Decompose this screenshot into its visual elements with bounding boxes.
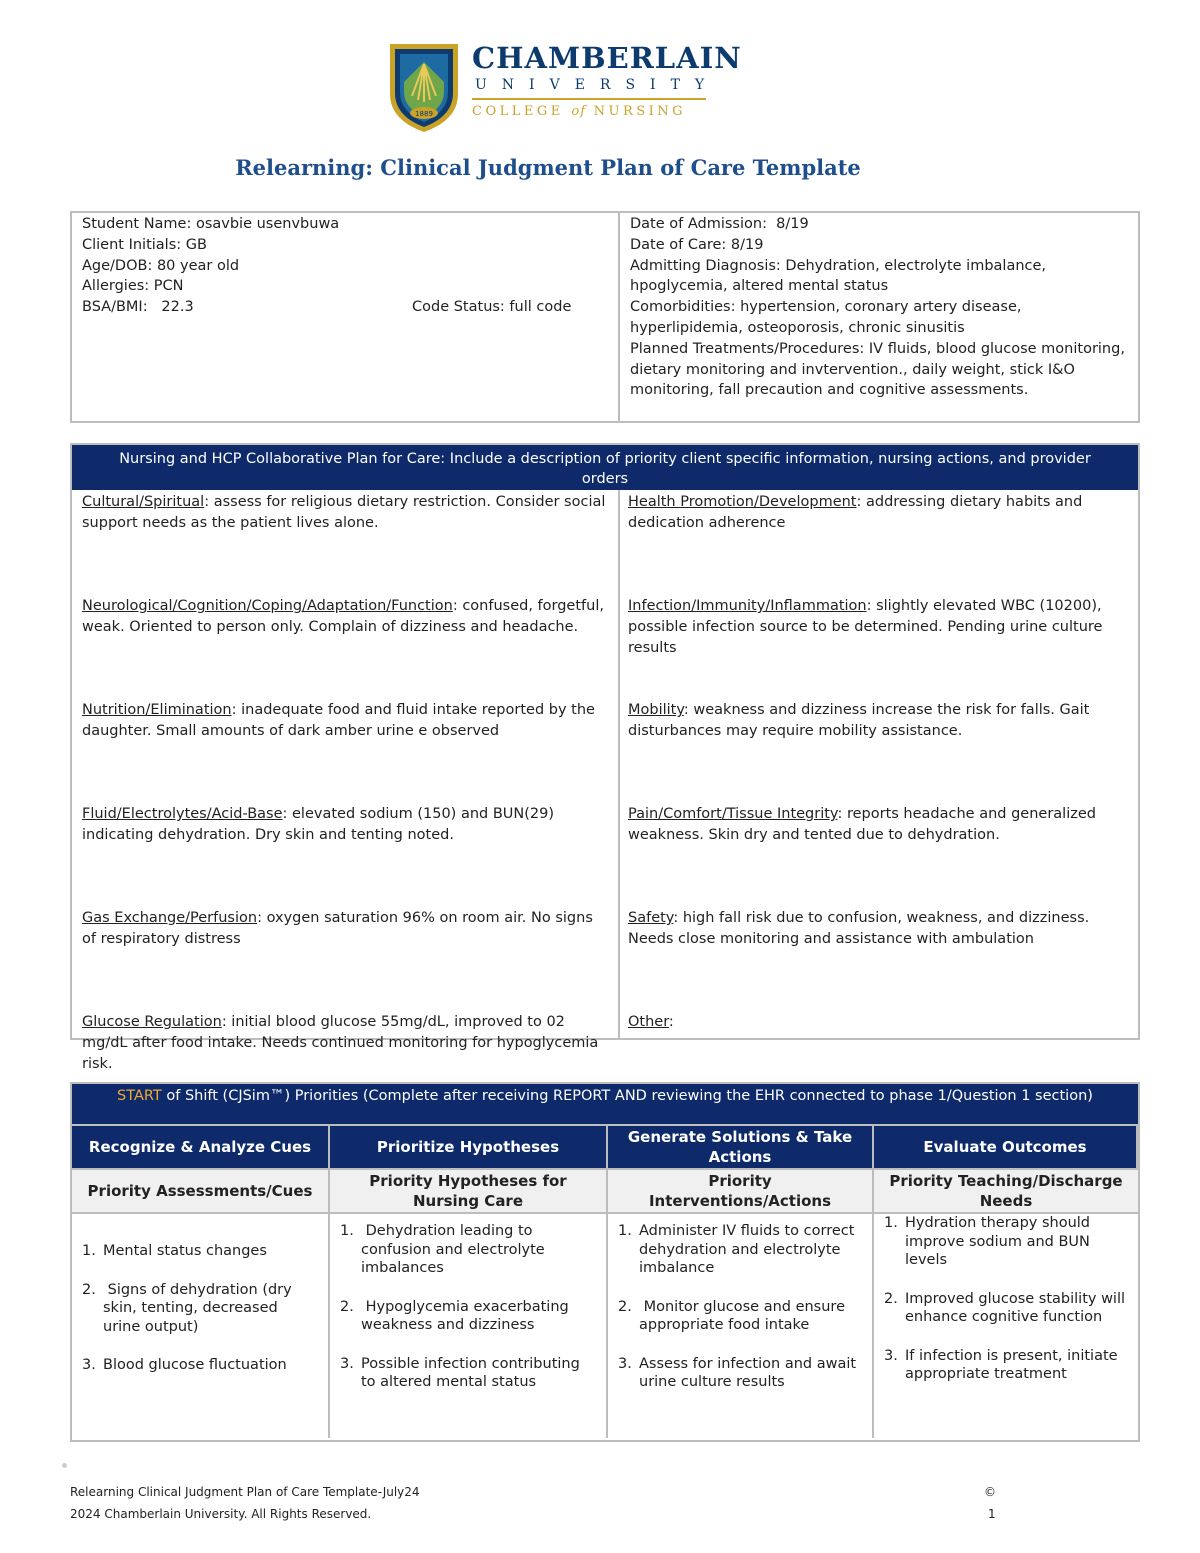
code-status: Code Status: full code [412, 299, 572, 315]
list-item: 1. Hydration therapy should improve sodium and BUN levels [884, 1215, 1090, 1268]
start-of-shift-table [70, 1082, 1140, 1442]
col-header-prioritize: Prioritize Hypotheses [330, 1124, 608, 1168]
seal-year: 1889 [415, 110, 433, 118]
list-item: 1. Administer IV fluids to correct dehydration and electrolyte imbalance [618, 1223, 855, 1276]
list-item: 1. Dehydration leading to confusion and electrolyte imbalances [340, 1223, 550, 1276]
admitting-diagnosis: Admitting Diagnosis: Dehydration, electrolyte imbalance, hpoglycemia, altered mental status [630, 257, 1047, 295]
interventions-cell [608, 1214, 874, 1438]
plan-right-column [620, 490, 1138, 1038]
assessments-cell [72, 1214, 330, 1438]
chamberlain-logo [388, 41, 742, 136]
allergies: Allergies: PCN [82, 278, 184, 295]
date-of-care: Date of Care: 8/19 [630, 236, 764, 253]
plan-left-column [72, 490, 620, 1072]
list-item: 1. Mental status changes [82, 1243, 267, 1259]
mobility: Mobility: weakness and dizziness increase the risk for falls. Gait disturbances may require mobility assistance. [628, 702, 1090, 739]
infection-immunity: Infection/Immunity/Inflammation: slightly elevated WBC (10200), possible infection source to be determined. Pending urine culture results [628, 598, 1103, 656]
plan-header: Nursing and HCP Collaborative Plan for Care: Include a description of priority client specific information, nursing actions, and provider orders [72, 445, 1138, 490]
list-item: 2. Improved glucose stability will enhance cognitive function [884, 1290, 1126, 1325]
page-title: Relearning: Clinical Judgment Plan of Care Template [235, 155, 861, 180]
list-item: 3. If infection is present, initiate appropriate treatment [884, 1347, 1118, 1382]
col-header-generate: Generate Solutions & Take Actions [608, 1124, 874, 1168]
pain-comfort: Pain/Comfort/Tissue Integrity: reports headache and generalized weakness. Skin dry and tented due to dehydration. [628, 806, 1096, 843]
footer-template-name: Relearning Clinical Judgment Plan of Care Template-July24 [70, 1485, 420, 1499]
col-header-evaluate: Evaluate Outcomes [874, 1124, 1138, 1168]
university-shield-icon [388, 42, 460, 134]
sub-header-teaching: Priority Teaching/Discharge Needs [874, 1170, 1138, 1212]
sub-header-hypotheses: Priority Hypotheses for Nursing Care [330, 1170, 608, 1212]
neurological-cognition: Neurological/Cognition/Coping/Adaptation/Function: confused, forgetful, weak. Oriented to person only. Complain of dizziness and headache. [82, 598, 604, 635]
footer-copyright-text: 2024 Chamberlain University. All Rights Reserved. [70, 1507, 372, 1521]
logo-name: CHAMBERLAIN [472, 41, 742, 75]
start-label: START [117, 1088, 162, 1104]
fluid-electrolytes: Fluid/Electrolytes/Acid-Base: elevated sodium (150) and BUN(29) indicating dehydration. Dry skin and tenting noted. [82, 806, 555, 843]
sub-header-assessments: Priority Assessments/Cues [72, 1170, 330, 1212]
comorbidities: Comorbidities: hypertension, coronary artery disease, hyperlipidemia, osteoporosis, chronic sinusitis [630, 299, 1022, 336]
shift-header: START of Shift (CJSim™) Priorities (Complete after receiving REPORT AND reviewing the EHR connected to phase 1/Question 1 section) [72, 1084, 1138, 1124]
sub-header-interventions: Priority Interventions/Actions [608, 1170, 874, 1212]
health-promotion: Health Promotion/Development: addressing dietary habits and dedication adherence [628, 494, 1083, 531]
page-number: 1 [988, 1507, 996, 1521]
logo-college: COLLEGE of NURSING [472, 104, 687, 119]
list-item: 2. Monitor glucose and ensure appropriate food intake [618, 1298, 850, 1333]
age-dob: Age/DOB: 80 year old [82, 257, 240, 274]
other: Other: [628, 1014, 674, 1030]
planned-treatments: Planned Treatments/Procedures: IV fluids, blood glucose monitoring, dietary monitoring and invtervention., daily weight, stick I&O monitoring, fall precaution and cognitive assessments. [630, 340, 1125, 399]
list-item: 2. Hypoglycemia exacerbating weakness and dizziness [340, 1298, 574, 1333]
col-header-recognize: Recognize & Analyze Cues [72, 1124, 330, 1168]
client-info-left [72, 213, 620, 421]
gas-exchange-perfusion: Gas Exchange/Perfusion: oxygen saturation 96% on room air. No signs of respiratory distress [82, 910, 593, 947]
client-info-table [70, 211, 1140, 423]
list-item: 2. Signs of dehydration (dry skin, tenting, decreased urine output) [82, 1281, 297, 1335]
list-item: 3. Blood glucose fluctuation [82, 1357, 287, 1373]
collaborative-plan-table [70, 443, 1140, 1072]
list-item: 3. Possible infection contributing to altered mental status [340, 1355, 580, 1390]
date-of-admission: Date of Admission: 8/19 [630, 216, 809, 232]
student-name: Student Name: osavbie usenvbuwa [82, 216, 340, 232]
nutrition-elimination: Nutrition/Elimination: inadequate food and fluid intake reported by the daughter. Small amounts of dark amber urine e observed [82, 702, 595, 739]
logo-rule [472, 98, 706, 100]
cultural-spiritual: Cultural/Spiritual: assess for religious dietary restriction. Consider social support needs as the patient lives alone. [82, 494, 606, 531]
logo-university: UNIVERSITY [475, 77, 720, 93]
client-info-right [620, 213, 1138, 421]
decorative-dot [62, 1463, 67, 1468]
bsa-bmi: BSA/BMI: 22.3 [82, 299, 194, 316]
hypotheses-cell [330, 1214, 608, 1438]
teaching-cell [874, 1214, 1138, 1438]
glucose-regulation: Glucose Regulation: initial blood glucose 55mg/dL, improved to 02 mg/dL after food intake. Needs continued monitoring for hypoglycemia risk. [82, 1014, 599, 1072]
client-initials: Client Initials: GB [82, 236, 207, 253]
copyright-symbol: © [984, 1485, 996, 1499]
safety: Safety: high fall risk due to confusion, weakness, and dizziness. Needs close monitoring and assistance with ambulation [628, 910, 1090, 947]
list-item: 3. Assess for infection and await urine culture results [618, 1355, 857, 1390]
